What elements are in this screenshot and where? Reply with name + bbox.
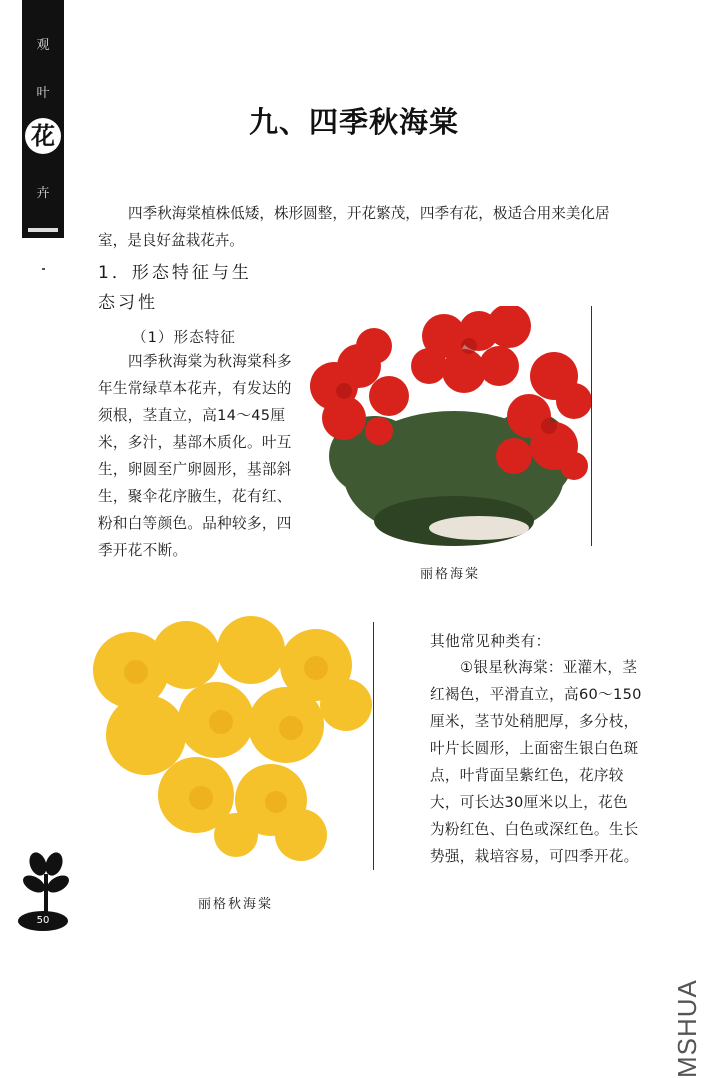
side-tab-char: 叶 [36, 86, 50, 101]
page-title: 九、四季秋海棠 [248, 105, 459, 139]
morphology-paragraph: 四季秋海棠为秋海棠科多年生常绿草本花卉，有发达的须根，茎直立，高14～45厘米，多汁，基部木质化。叶互生，卵圆至广卵圆形，基部斜生，聚伞花序腋生，花有红、粉和白等颜色。品种较多，四季开花不断。 [98, 353, 292, 559]
section-heading-line1: 1．形态特征与生 [98, 263, 252, 283]
margin-dot [42, 268, 45, 270]
yellow-begonia-photo [86, 610, 376, 872]
photo-caption-red: 丽格海棠 [420, 567, 481, 582]
watermark [670, 880, 702, 1078]
side-tab-ornament [28, 228, 58, 232]
side-tab-char-highlight: 花 [25, 118, 61, 154]
species-paragraph: ①银星秋海棠：亚灌木，茎红褐色，平滑直立，高60～150厘米，茎节处稍肥厚，多分枝，叶片长圆形，上面密生银白色斑点，叶背面呈紫红色，花序较大，可长达30厘米以上，花色为粉红色、白色或深红色。生长势强，栽培容易，可四季开花。 [430, 659, 642, 865]
page-number: 50 [18, 911, 68, 931]
intro-paragraph: 四季秋海棠植株低矮，株形圆整，开花繁茂，四季有花，极适合用来美化居室，是良好盆栽花卉。 [98, 205, 610, 249]
section-heading-line2: 态习性 [98, 293, 158, 313]
subheading: （1）形态特征 [132, 329, 236, 346]
photo-frame-line [591, 306, 592, 546]
photo-frame-line [373, 622, 374, 870]
photo-caption-yellow: 丽格秋海棠 [198, 897, 274, 912]
watermark-text: MSHUA [672, 979, 702, 1078]
side-tab-char: 观 [36, 38, 50, 53]
other-species-heading: 其他常见种类有： [430, 633, 551, 650]
side-tab-char: 卉 [36, 186, 50, 201]
red-begonia-photo [304, 306, 594, 556]
